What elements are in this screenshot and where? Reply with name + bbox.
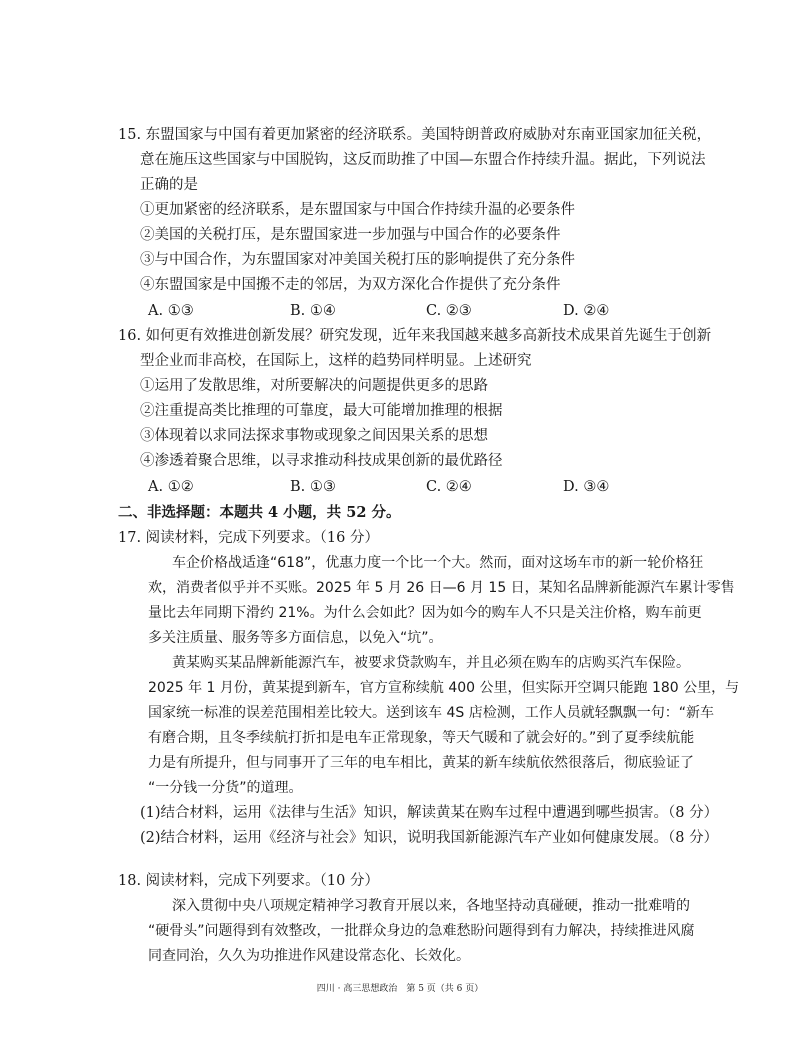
q15-option-d: D. ②④ xyxy=(563,303,610,319)
q18-material-line-2: “硬骨头”问题得到有效整改，一批群众身边的急难愁盼问题得到有力解决，持续推进风腐 xyxy=(148,923,695,939)
q17-material-p1-line-3: 量比去年同期下滑约 21%。为什么会如此？因为如今的购车人不只是关注价格，购车前更 xyxy=(148,605,702,621)
q18-material-line-3: 同查同治，久久为功推进作风建设常态化、长效化。 xyxy=(148,948,470,964)
q15-stem-line-1: 15. 东盟国家与中国有着更加紧密的经济联系。美国特朗普政府威胁对东南亚国家加征关税， xyxy=(118,127,712,143)
q17-material-p2-line-3: 国家统一标准的误差范围相差比较大。送到该车 4S 店检测，工作人员就轻飘飘一句：“新车 xyxy=(148,705,714,721)
q15-option-b: B. ①④ xyxy=(290,303,336,319)
q16-item-2: ②注重提高类比推理的可靠度，最大可能增加推理的根据 xyxy=(140,403,503,419)
q17-material-p2-line-4: 有磨合期，且冬季续航打折扣是电车正常现象，等天气暖和了就会好的。”到了夏季续航能 xyxy=(148,730,695,746)
q15-option-c: C. ②③ xyxy=(426,303,472,319)
section-heading: 二、非选择题：本题共 4 小题，共 52 分。 xyxy=(118,504,401,521)
q15-stem-line-3: 正确的是 xyxy=(140,177,198,193)
q16-option-a: A. ①② xyxy=(148,479,194,495)
q16-stem-line-2: 型企业而非高校，在国际上，这样的趋势同样明显。上述研究 xyxy=(140,353,532,369)
q15-item-2: ②美国的关税打压，是东盟国家进一步加强与中国合作的必要条件 xyxy=(140,227,561,243)
q17-material-p2-line-6: “一分钱一分货”的道理。 xyxy=(148,780,303,796)
q15-item-3: ③与中国合作，为东盟国家对冲美国关税打压的影响提供了充分条件 xyxy=(140,252,575,268)
q15-stem-line-2: 意在施压这些国家与中国脱钩，这反而助推了中国—东盟合作持续升温。据此，下列说法 xyxy=(140,152,706,168)
q16-item-3: ③体现着以求同法探求事物或现象之间因果关系的思想 xyxy=(140,428,488,444)
q17-subquestion-2: (2)结合材料，运用《经济与社会》知识，说明我国新能源汽车产业如何健康发展。（8 分） xyxy=(140,830,719,846)
q17-material-p2-line-2: 2025 年 1 月份，黄某提到新车，官方宣称续航 400 公里，但实际开空调只能跑 180 公里，与 xyxy=(148,680,740,696)
q17-title: 17. 阅读材料，完成下列要求。（16 分） xyxy=(118,530,379,546)
q17-subquestion-1: (1)结合材料，运用《法律与生活》知识，解读黄某在购车过程中遭遇到哪些损害。（8 分） xyxy=(140,805,719,821)
q18-material-line-1: 深入贯彻中央八项规定精神学习教育开展以来，各地坚持动真碰硬，推动一批难啃的 xyxy=(172,898,690,914)
q17-material-p2-line-1: 黄某购买某品牌新能源汽车，被要求贷款购车，并且必须在购车的店购买汽车保险。 xyxy=(172,655,690,671)
q16-stem-line-1: 16. 如何更有效推进创新发展？研究发现，近年来我国越来越多高新技术成果首先诞生于创新 xyxy=(118,328,712,344)
q17-material-p1-line-4: 多关注质量、服务等多方面信息，以免入“坑”。 xyxy=(148,630,443,646)
q17-material-p2-line-5: 力是有所提升，但与同事开了三年的电车相比，黄某的新车续航依然很落后，彻底验证了 xyxy=(148,755,694,771)
q16-item-1: ①运用了发散思维，对所要解决的问题提供更多的思路 xyxy=(140,378,488,394)
q16-item-4: ④渗透着聚合思维，以寻求推动科技成果创新的最优路径 xyxy=(140,453,503,469)
q17-material-p1-line-1: 车企价格战适逢“618”，优惠力度一个比一个大。然而，面对这场车市的新一轮价格狂 xyxy=(172,555,704,571)
q16-option-d: D. ③④ xyxy=(563,479,610,495)
q15-option-a: A. ①③ xyxy=(148,303,194,319)
q15-item-4: ④东盟国家是中国搬不走的邻居，为双方深化合作提供了充分条件 xyxy=(140,277,561,293)
q16-option-b: B. ①③ xyxy=(290,479,336,495)
q16-option-c: C. ②④ xyxy=(426,479,472,495)
q17-material-p1-line-2: 欢，消费者似乎并不买账。2025 年 5 月 26 日—6 月 15 日，某知名品牌新能源汽车累计零售 xyxy=(148,580,735,596)
q18-title: 18. 阅读材料，完成下列要求。（10 分） xyxy=(118,873,379,889)
q15-item-1: ①更加紧密的经济联系，是东盟国家与中国合作持续升温的必要条件 xyxy=(140,202,575,218)
page-footer: 四川 · 高三思想政治 第 5 页（共 6 页） xyxy=(316,984,484,994)
